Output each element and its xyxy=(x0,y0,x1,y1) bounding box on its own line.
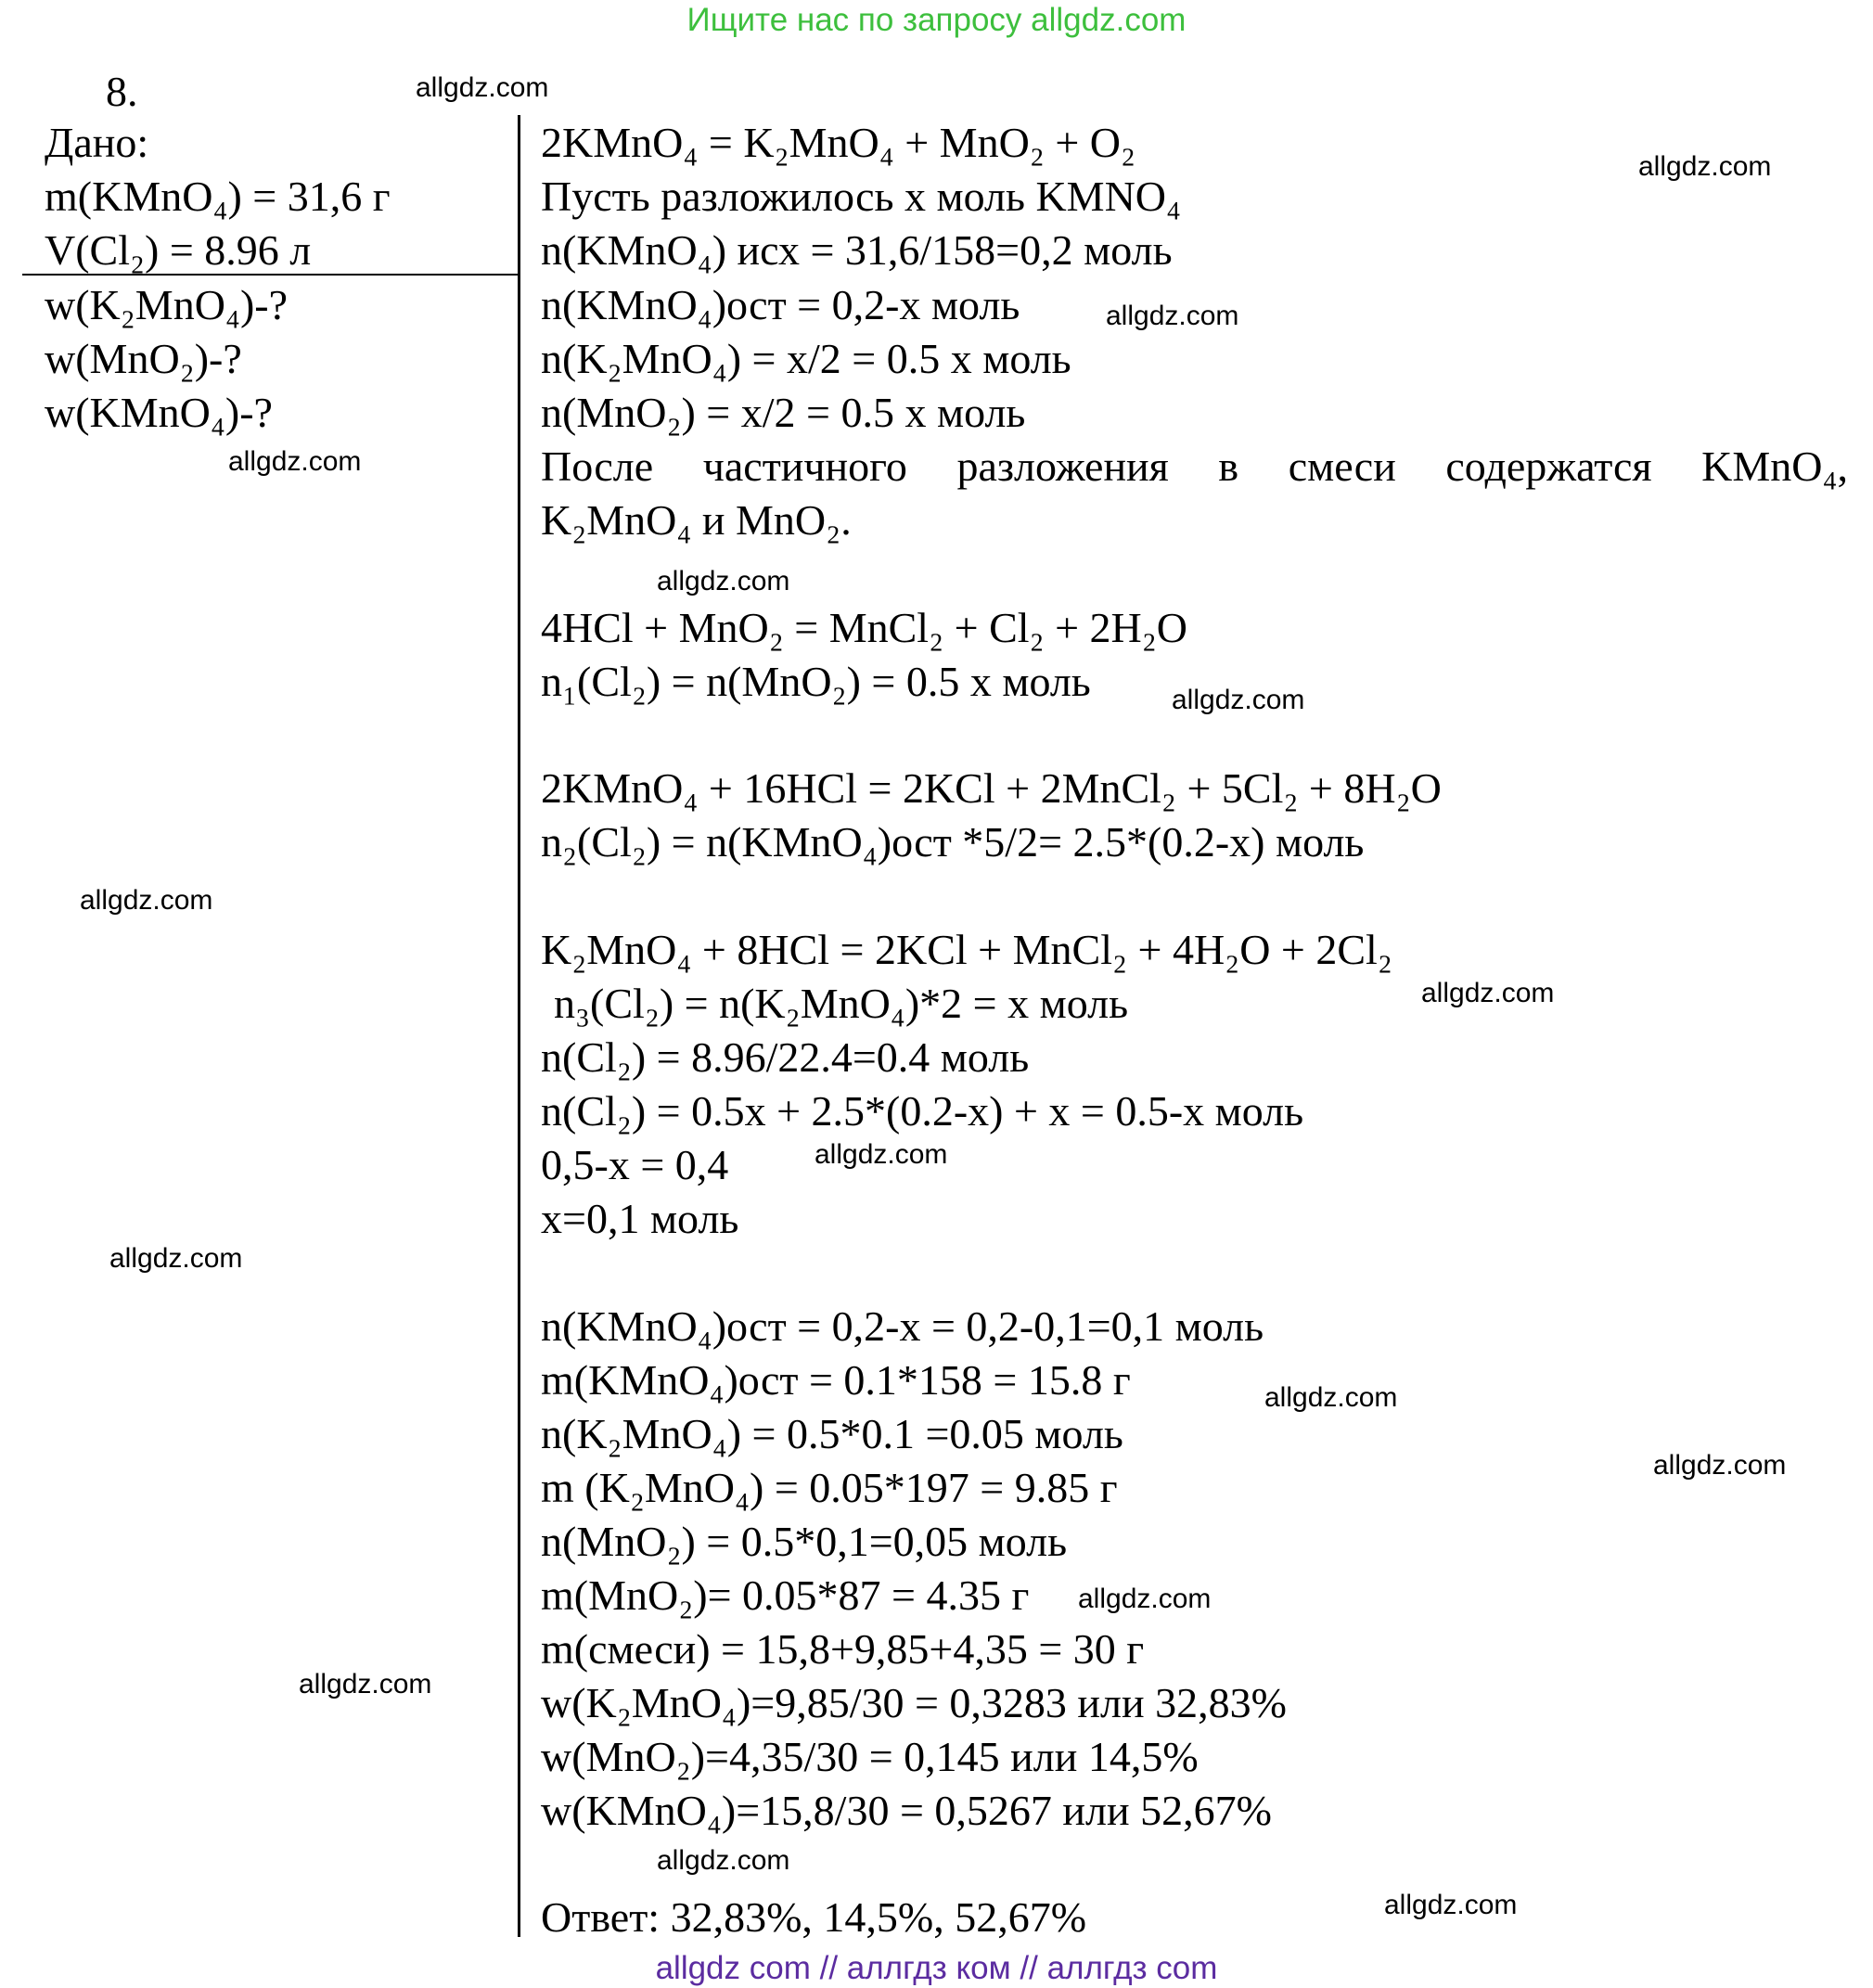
given-title: Дано: xyxy=(45,119,149,166)
solution-line: 0,5-x = 0,4 xyxy=(541,1141,729,1188)
watermark: allgdz.com xyxy=(1421,978,1555,1008)
header-banner: Ищите нас по запросу allgdz.com xyxy=(686,2,1187,38)
solution-line: n(Cl₂) = 0.5x + 2.5*(0.2-x) + x = 0.5-x моль xyxy=(541,1087,1304,1135)
solution-line: m(KMnO₄)ост = 0.1*158 = 15.8 г xyxy=(541,1356,1131,1404)
watermark: allgdz.com xyxy=(80,885,213,916)
column-divider xyxy=(518,115,520,1937)
solution-line: m (K₂MnO₄) = 0.05*197 = 9.85 г xyxy=(541,1464,1118,1511)
solution-line: n(K₂MnO₄) = 0.5*0.1 =0.05 моль xyxy=(541,1410,1123,1457)
watermark: allgdz.com xyxy=(657,1845,790,1876)
solution-line: x=0,1 моль xyxy=(541,1195,739,1242)
solution-line: n(KMnO₄)ост = 0,2-x моль xyxy=(541,281,1020,328)
solution-line: n(Cl₂) = 8.96/22.4=0.4 моль xyxy=(541,1033,1030,1081)
solution-line: n₁(Cl₂) = n(MnO₂) = 0.5 x моль xyxy=(541,658,1091,705)
given-volume: V(Cl₂) = 8.96 л xyxy=(45,226,312,274)
reaction-equation: 2KMnO₄ + 16HCl = 2KCl + 2MnCl₂ + 5Cl₂ + 8H₂O xyxy=(541,764,1442,812)
watermark: allgdz.com xyxy=(228,446,362,477)
find-item: w(K₂MnO₄)-? xyxy=(45,281,289,328)
watermark: allgdz.com xyxy=(299,1669,432,1699)
solution-line: n(KMnO₄)ост = 0,2-x = 0,2-0,1=0,1 моль xyxy=(541,1302,1264,1350)
watermark: allgdz.com xyxy=(1078,1584,1212,1614)
solution-line: n(MnO₂) = 0.5*0,1=0,05 моль xyxy=(541,1518,1068,1565)
watermark: allgdz.com xyxy=(815,1139,948,1170)
reaction-equation: 4HCl + MnO₂ = MnCl₂ + Cl₂ + 2H₂O xyxy=(541,604,1187,651)
solution-line: n₃(Cl₂) = n(K₂MnO₄)*2 = x моль xyxy=(554,980,1129,1027)
solution-line: m(смеси) = 15,8+9,85+4,35 = 30 г xyxy=(541,1625,1145,1673)
solution-line: m(MnO₂)= 0.05*87 = 4.35 г xyxy=(541,1571,1030,1619)
answer: Ответ: 32,83%, 14,5%, 52,67% xyxy=(541,1893,1087,1941)
watermark: allgdz.com xyxy=(1172,685,1305,715)
solution-line: n(KMnO₄) исх = 31,6/158=0,2 моль xyxy=(541,226,1173,274)
watermark: allgdz.com xyxy=(1264,1382,1398,1413)
watermark: allgdz.com xyxy=(416,72,549,103)
solution-line: n₂(Cl₂) = n(KMnO₄)ост *5/2= 2.5*(0.2-x) моль xyxy=(541,818,1365,866)
solution-line: Пусть разложилось x моль KMNO₄ xyxy=(541,173,1182,220)
solution-line: n(K₂MnO₄) = x/2 = 0.5 x моль xyxy=(541,335,1071,382)
given-divider xyxy=(22,274,519,276)
watermark: allgdz.com xyxy=(1653,1450,1787,1481)
result-line: w(MnO₂)=4,35/30 = 0,145 или 14,5% xyxy=(541,1733,1199,1780)
footer-banner: allgdz com // аллгдз ком // аллгдз com xyxy=(655,1950,1218,1986)
find-item: w(KMnO₄)-? xyxy=(45,389,273,436)
find-item: w(MnO₂)-? xyxy=(45,335,242,382)
watermark: allgdz.com xyxy=(1638,151,1772,182)
watermark: allgdz.com xyxy=(109,1243,243,1274)
solution-line: 2KMnO₄ = K₂MnO₄ + MnO₂ + O₂ xyxy=(541,119,1136,166)
watermark: allgdz.com xyxy=(657,566,790,596)
watermark: allgdz.com xyxy=(1384,1890,1518,1920)
watermark: allgdz.com xyxy=(1106,301,1239,331)
reaction-equation: K₂MnO₄ + 8HCl = 2KCl + MnCl₂ + 4H₂O + 2Cl₂ xyxy=(541,926,1392,973)
solution-line: После частичного разложения в смеси содержатся KMnO₄, xyxy=(541,442,1848,490)
task-number: 8. xyxy=(106,68,138,115)
given-mass: m(KMnO₄) = 31,6 г xyxy=(45,173,391,220)
result-line: w(KMnO₄)=15,8/30 = 0,5267 или 52,67% xyxy=(541,1787,1272,1834)
solution-line: n(MnO₂) = x/2 = 0.5 x моль xyxy=(541,389,1026,436)
result-line: w(K₂MnO₄)=9,85/30 = 0,3283 или 32,83% xyxy=(541,1679,1287,1726)
solution-line: K₂MnO₄ и MnO₂. xyxy=(541,496,852,544)
